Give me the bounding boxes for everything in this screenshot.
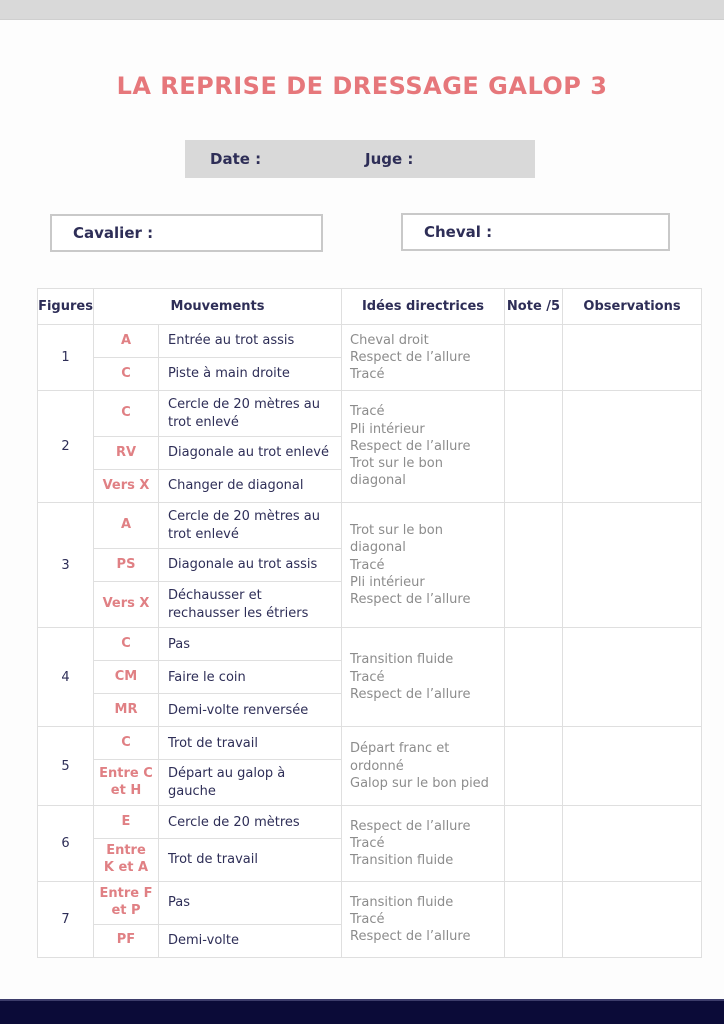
horse-label: Cheval : [424,223,493,241]
marker-letter-cell: Entre F et P [94,882,159,925]
marker-letter-cell: PS [94,549,159,582]
marker-letter-cell: RV [94,437,159,470]
movement-label-cell: Demi-volte renversée [159,694,342,727]
guideline-line: Respect de l’allure [350,686,471,702]
guideline-line: Tracé [350,404,385,420]
movement-label-cell: Cercle de 20 mètres au trot enlevé [159,391,342,437]
top-gray-bar [0,0,724,20]
marker-letter-cell: CM [94,661,159,694]
guideline-line: Galop sur le bon pied [350,775,489,791]
marker-letter-cell: A [94,503,159,549]
guideline-line: Respect de l’allure [350,818,471,834]
guideline-line: Tracé [350,367,385,383]
note-input-cell[interactable] [505,628,563,727]
guidelines-cell [342,806,505,882]
bottom-navy-bar [0,999,724,1024]
guideline-line: Tracé [350,836,385,852]
marker-letter-cell: C [94,628,159,661]
figure-number-cell: 5 [38,727,94,806]
figure-number-cell: 4 [38,628,94,727]
figure-number-cell: 7 [38,882,94,958]
guideline-line: Tracé [350,669,385,685]
movement-label-cell: Trot de travail [159,839,342,882]
movement-label-cell: Piste à main droite [159,358,342,391]
note-input-cell[interactable] [505,806,563,882]
guideline-line: Respect de l’allure [350,438,471,454]
col-header-observations: Observations [563,289,702,325]
table-header-row [38,289,702,325]
movement-label-cell: Diagonale au trot assis [159,549,342,582]
movement-label-cell: Déchausser et rechausser les étriers [159,582,342,628]
guideline-line: Départ franc et ordonné [350,741,450,774]
guidelines-cell [342,391,505,503]
guideline-line: Respect de l’allure [350,349,471,365]
marker-letter-cell: PF [94,924,159,957]
observations-input-cell[interactable] [563,503,702,628]
guideline-line: Tracé [350,911,385,927]
movement-row [38,806,702,839]
marker-letter-cell: C [94,391,159,437]
guideline-line: Transition fluide [350,894,454,910]
note-input-cell[interactable] [505,503,563,628]
col-header-mouvements: Mouvements [94,289,342,325]
col-header-idees-directrices: Idées directrices [342,289,505,325]
date-label: Date : [210,150,262,168]
guideline-line: Pli intérieur [350,574,425,590]
movement-label-cell: Départ au galop à gauche [159,760,342,806]
movement-label-cell: Trot de travail [159,727,342,760]
figure-number-cell: 6 [38,806,94,882]
guideline-line: Respect de l’allure [350,929,471,945]
movement-label-cell: Pas [159,882,342,925]
figure-number-cell: 1 [38,325,94,391]
dressage-table [37,288,702,958]
guideline-line: Trot sur le bon diagonal [350,456,443,489]
marker-letter-cell: Entre K et A [94,839,159,882]
marker-letter-cell: MR [94,694,159,727]
marker-letter-cell: Entre C et H [94,760,159,806]
guideline-line: Transition fluide [350,652,454,668]
col-header-figures: Figures [38,289,94,325]
note-input-cell[interactable] [505,325,563,391]
movement-label-cell: Changer de diagonal [159,470,342,503]
movement-label-cell: Demi-volte [159,924,342,957]
marker-letter-cell: Vers X [94,470,159,503]
col-header-note: Note /5 [505,289,563,325]
figure-number-cell: 3 [38,503,94,628]
movement-label-cell: Cercle de 20 mètres au trot enlevé [159,503,342,549]
marker-letter-cell: A [94,325,159,358]
movement-row [38,325,702,358]
observations-input-cell[interactable] [563,727,702,806]
observations-input-cell[interactable] [563,806,702,882]
marker-letter-cell: C [94,727,159,760]
guideline-line: Respect de l’allure [350,592,471,608]
movement-row [38,882,702,925]
marker-letter-cell: C [94,358,159,391]
movement-label-cell: Pas [159,628,342,661]
guideline-line: Transition fluide [350,853,454,869]
guidelines-cell [342,882,505,958]
guidelines-cell [342,503,505,628]
rider-field[interactable] [50,214,323,252]
observations-input-cell[interactable] [563,882,702,958]
movement-label-cell: Diagonale au trot enlevé [159,437,342,470]
movement-row [38,391,702,437]
rider-label: Cavalier : [73,224,154,242]
guideline-line: Trot sur le bon diagonal [350,522,443,556]
guidelines-cell [342,727,505,806]
marker-letter-cell: E [94,806,159,839]
note-input-cell[interactable] [505,391,563,503]
figure-number-cell: 2 [38,391,94,503]
observations-input-cell[interactable] [563,391,702,503]
observations-input-cell[interactable] [563,325,702,391]
note-input-cell[interactable] [505,727,563,806]
guidelines-cell [342,325,505,391]
movement-row [38,628,702,661]
movement-label-cell: Entrée au trot assis [159,325,342,358]
horse-field[interactable] [401,213,670,251]
date-judge-box[interactable] [185,140,535,178]
guidelines-cell [342,628,505,727]
page-title: LA REPRISE DE DRESSAGE GALOP 3 [116,72,608,100]
movement-row [38,727,702,760]
movement-label-cell: Cercle de 20 mètres [159,806,342,839]
guideline-line: Pli intérieur [350,421,425,437]
judge-label: Juge : [365,150,414,168]
guideline-line: Cheval droit [350,332,429,348]
movement-label-cell: Faire le coin [159,661,342,694]
marker-letter-cell: Vers X [94,582,159,628]
movement-row [38,503,702,549]
observations-input-cell[interactable] [563,628,702,727]
guideline-line: Tracé [350,557,385,573]
note-input-cell[interactable] [505,882,563,958]
